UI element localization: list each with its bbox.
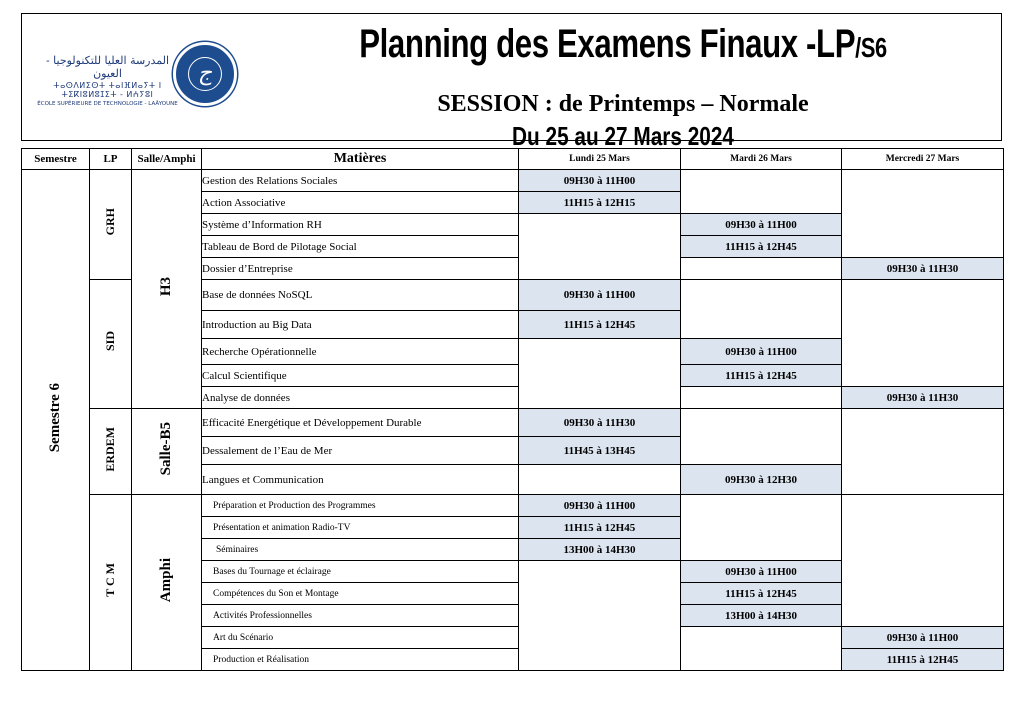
subject: Bases du Tournage et éclairage [202, 561, 519, 583]
exam-time: 11H15 à 12H15 [519, 192, 681, 214]
semester-cell [22, 170, 90, 671]
exam-time: 11H15 à 12H45 [842, 649, 1004, 671]
exam-time: 11H15 à 12H45 [681, 583, 842, 605]
university-logo: ج [173, 42, 237, 106]
subject: Dessalement de l’Eau de Mer [202, 437, 519, 465]
empty-cell [519, 465, 681, 495]
exam-time: 13H00 à 14H30 [519, 539, 681, 561]
group-label: ERDEM [103, 426, 117, 472]
group-tcm [90, 495, 132, 671]
room-h3 [132, 170, 202, 409]
exam-time: 09H30 à 11H30 [842, 258, 1004, 280]
group-grh [90, 170, 132, 280]
group-erdem [90, 409, 132, 495]
empty-cell [842, 409, 1004, 495]
empty-cell [519, 339, 681, 409]
date-range: Du 25 au 27 Mars 2024 [512, 121, 734, 151]
exam-time: 09H30 à 11H00 [519, 170, 681, 192]
empty-cell [681, 387, 842, 409]
subject: Tableau de Bord de Pilotage Social [202, 236, 519, 258]
group-label: T C M [103, 563, 117, 597]
header-day1: Lundi 25 Mars [519, 149, 681, 170]
subject: Analyse de données [202, 387, 519, 409]
exam-time: 11H15 à 12H45 [519, 311, 681, 339]
semester-label: Semestre 6 [47, 382, 63, 453]
session-line: SESSION : de Printemps – Normale [437, 91, 809, 117]
header-matieres: Matières [202, 149, 519, 170]
empty-cell [842, 170, 1004, 258]
title-main: Planning des Examens Finaux -LP [359, 22, 856, 66]
subject: Préparation et Production des Programmes [202, 495, 519, 517]
school-name-french: ÉCOLE SUPÉRIEURE DE TECHNOLOGIE - LAÂYOUNE [37, 101, 178, 107]
header-lp: LP [90, 149, 132, 170]
subject: Système d’Information RH [202, 214, 519, 236]
group-label: GRH [103, 208, 117, 236]
empty-cell [519, 561, 681, 671]
subject: Présentation et animation Radio-TV [202, 517, 519, 539]
room-label: Salle-B5 [158, 422, 174, 476]
subject: Séminaires [202, 539, 519, 561]
exam-time: 09H30 à 12H30 [681, 465, 842, 495]
subject: Compétences du Son et Montage [202, 583, 519, 605]
school-name-arabic: المدرسة العليا للتكنولوجيا - العيون [45, 54, 170, 80]
room-label: H3 [158, 276, 174, 297]
subject: Activités Professionnelles [202, 605, 519, 627]
subject: Recherche Opérationnelle [202, 339, 519, 365]
exam-time: 09H30 à 11H00 [681, 339, 842, 365]
header-salle: Salle/Amphi [132, 149, 202, 170]
exam-time: 11H15 à 12H45 [519, 517, 681, 539]
header-day2: Mardi 26 Mars [681, 149, 842, 170]
empty-cell [681, 627, 842, 671]
title-suffix: /S6 [855, 32, 887, 63]
page-title [327, 22, 920, 67]
exam-time: 13H00 à 14H30 [681, 605, 842, 627]
header-semestre: Semestre [22, 149, 90, 170]
empty-cell [519, 214, 681, 280]
exam-time: 09H30 à 11H00 [681, 561, 842, 583]
empty-cell [681, 495, 842, 561]
page-header [21, 13, 1002, 151]
school-name-tifinagh: ⵜⴰⵙⴷⵍⵉⵙⵜ ⵜⴰⵏⴼⵍⴰⵢⵜ ⵏ ⵜⵉⴽⵏⵓⵍⵓⵊⵉⵜ - ⵍⵄⵢⵓⵏ [53, 81, 162, 99]
exam-time: 11H15 à 12H45 [681, 236, 842, 258]
header-day3: Mercredi 27 Mars [842, 149, 1004, 170]
school-name-block [30, 54, 185, 107]
subject: Langues et Communication [202, 465, 519, 495]
table-header-row [22, 149, 1004, 170]
subject: Action Associative [202, 192, 519, 214]
subject: Production et Réalisation [202, 649, 519, 671]
exam-time: 11H45 à 13H45 [519, 437, 681, 465]
table-row [22, 495, 1004, 517]
exam-time: 09H30 à 11H00 [519, 495, 681, 517]
exam-time: 09H30 à 11H30 [519, 409, 681, 437]
group-label: SID [103, 331, 117, 352]
table-row [22, 170, 1004, 192]
empty-cell [842, 280, 1004, 387]
subject: Calcul Scientifique [202, 365, 519, 387]
empty-cell [681, 170, 842, 214]
subject: Efficacité Energétique et Développement Durable [202, 409, 519, 437]
exam-schedule-table [21, 148, 1004, 671]
subject: Dossier d’Entreprise [202, 258, 519, 280]
exam-time: 09H30 à 11H00 [519, 280, 681, 311]
empty-cell [681, 409, 842, 465]
exam-time: 09H30 à 11H30 [842, 387, 1004, 409]
subject: Gestion des Relations Sociales [202, 170, 519, 192]
subject: Introduction au Big Data [202, 311, 519, 339]
empty-cell [681, 258, 842, 280]
room-label: Amphi [158, 557, 174, 603]
room-b5 [132, 409, 202, 495]
empty-cell [681, 280, 842, 339]
exam-time: 09H30 à 11H00 [681, 214, 842, 236]
table-row [22, 409, 1004, 437]
exam-time: 11H15 à 12H45 [681, 365, 842, 387]
group-sid [90, 280, 132, 409]
empty-cell [842, 495, 1004, 627]
subject: Base de données NoSQL [202, 280, 519, 311]
subject: Art du Scénario [202, 627, 519, 649]
room-amphi [132, 495, 202, 671]
exam-time: 09H30 à 11H00 [842, 627, 1004, 649]
